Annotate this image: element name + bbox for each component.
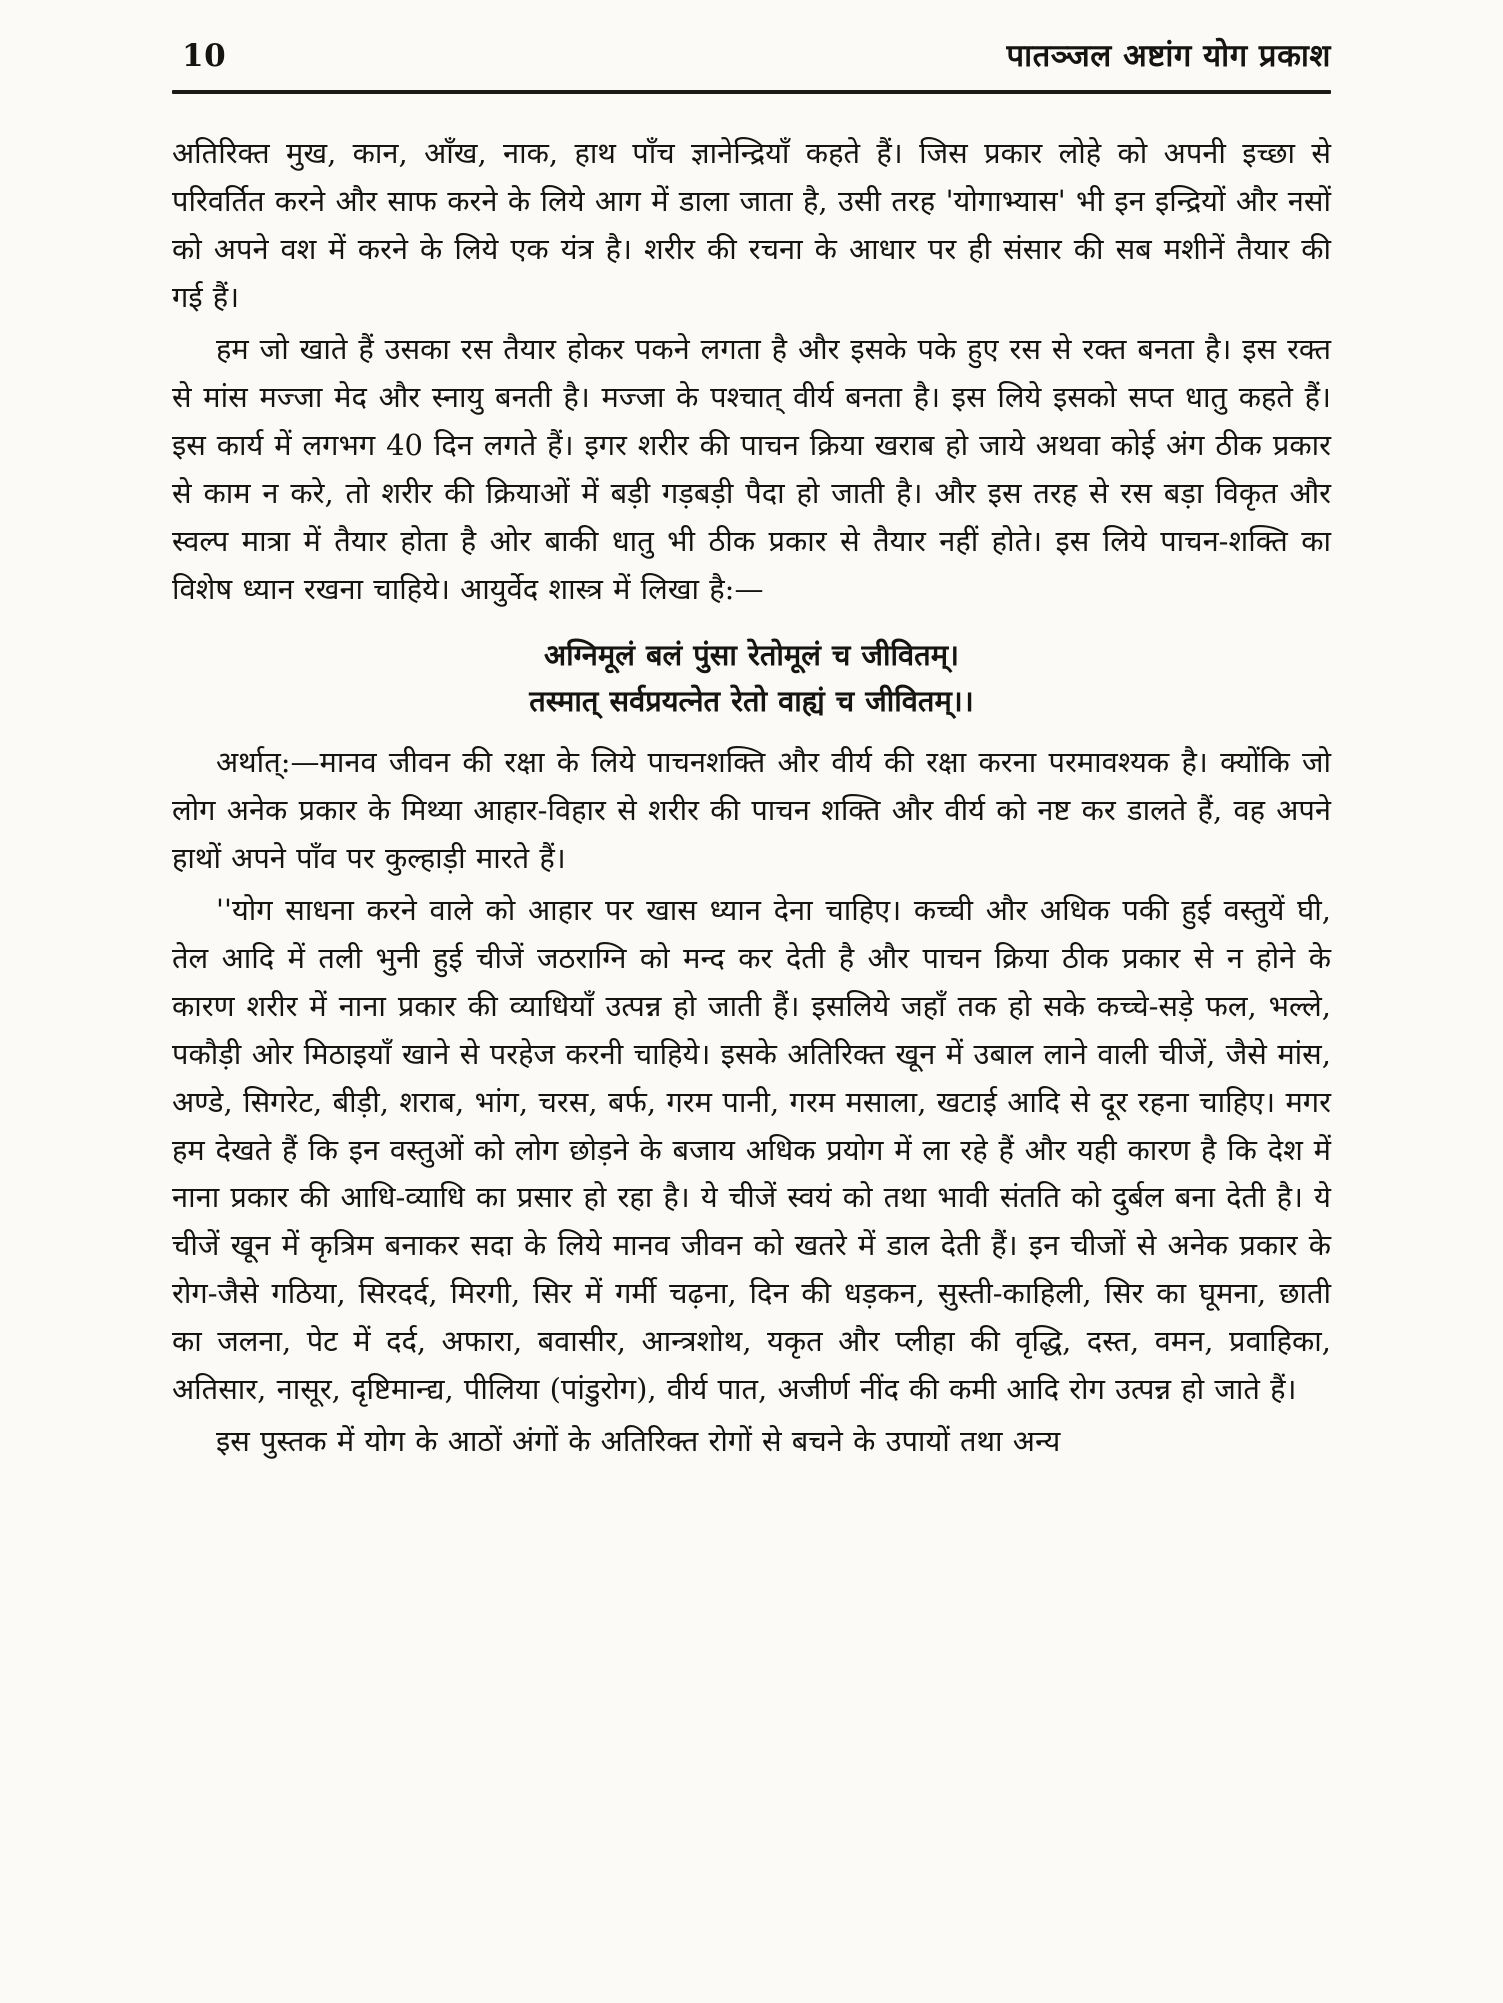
paragraph-intro-senses: अतिरिक्त मुख, कान, आँख, नाक, हाथ पाँच ज्ञानेन्द्रियाँ कहते हैं। जिस प्रकार लोहे को अपनी इच्छा से परिवर्तित करने और साफ करने के लिये आग में डाला जाता है, उसी तरह 'योगाभ्यास' भी इन इन्द्रियों और नसों को अपने वश में करने के लिये एक यंत्र है। शरीर की रचना के आधार पर ही संसार की सब मशीनें तैयार की गई हैं। xyxy=(172,136,1331,314)
page-body xyxy=(172,130,1331,1466)
sanskrit-verse xyxy=(172,632,1331,725)
paragraph-digestion-dhatu: हम जो खाते हैं उसका रस तैयार होकर पकने लगता है और इसके पके हुए रस से रक्त बनता है। इस रक्त से मांस मज्जा मेद और स्नायु बनती है। मज्जा के पश्चात् वीर्य बनता है। इस लिये इसको सप्त धातु कहते हैं। इस कार्य में लगभग 40 दिन लगते हैं। इगर शरीर की पाचन क्रिया खराब हो जाये अथवा कोई अंग ठीक प्रकार से काम न करे, तो शरीर की क्रियाओं में बड़ी गड़बड़ी पैदा हो जाती है। और इस तरह से रस बड़ा विकृत और स्वल्प मात्रा में तैयार होता है ओर बाकी धातु भी ठीक प्रकार से तैयार नहीं होते। इस लिये पाचन-शक्ति का विशेष ध्यान रखना चाहिये। आयुर्वेद शास्त्र में लिखा है:— xyxy=(172,331,1331,606)
paragraph-closing: इस पुस्तक में योग के आठों अंगों के अतिरिक्त रोगों से बचने के उपायों तथा अन्य xyxy=(216,1424,1061,1459)
book-title: पातञ्जल अष्टांग योग प्रकाश xyxy=(1006,38,1331,74)
paragraph-diet-advice: ''योग साधना करने वाले को आहार पर खास ध्यान देना चाहिए। कच्ची और अधिक पकी हुई वस्तुयें घी, तेल आदि में तली भुनी हुई चीजें जठराग्नि को मन्द कर देती है और पाचन क्रिया ठीक प्रकार से न होने के कारण शरीर में नाना प्रकार की व्याधियाँ उत्पन्न हो जाती हैं। इसलिये जहाँ तक हो सके कच्चे-सड़े फल, भल्ले, पकौड़ी ओर मिठाइयाँ खाने से परहेज करनी चाहिये। इसके अतिरिक्त खून में उबाल लाने वाली चीजें, जैसे मांस, अण्डे, सिगरेट, बीड़ी, शराब, भांग, चरस, बर्फ, गरम पानी, गरम मसाला, खटाई आदि से दूर रहना चाहिए। मगर हम देखते हैं कि इन वस्तुओं को लोग छोड़ने के बजाय अधिक प्रयोग में ला रहे हैं और यही कारण है कि देश में नाना प्रकार की आधि-व्याधि का प्रसार हो रहा है। ये चीजें स्वयं को तथा भावी संतति को दुर्बल बना देती है। ये चीजें खून में कृत्रिम बनाकर सदा के लिये मानव जीवन को खतरे में डाल देती हैं। इन चीजों से अनेक प्रकार के रोग-जैसे गठिया, सिरदर्द, मिरगी, सिर में गर्मी चढ़ना, दिन की धड़कन, सुस्ती-काहिली, सिर का घूमना, छाती का जलना, पेट में दर्द, अफारा, बवासीर, आन्त्रशोथ, यकृत और प्लीहा की वृद्धि, दस्त, वमन, प्रवाहिका, अतिसार, नासूर, दृष्टिमान्द्य, पीलिया (पांडुरोग), वीर्य पात, अजीर्ण नींद की कमी आदि रोग उत्पन्न हो जाते हैं। xyxy=(172,892,1331,1407)
verse-line-1: अग्निमूलं बलं पुंसा रेतोमूलं च जीवितम्। xyxy=(543,637,960,672)
page-header xyxy=(172,34,1331,76)
page-number: 10 xyxy=(182,38,227,74)
header-rule-divider xyxy=(172,90,1331,94)
verse-line-2: तस्मात् सर्वप्रयत्नेत रेतो वाह्यं च जीवितम्।। xyxy=(529,684,974,719)
paragraph-verse-meaning: अर्थात्:—मानव जीवन की रक्षा के लिये पाचनशक्ति और वीर्य की रक्षा करना परमावश्यक है। क्योंकि जो लोग अनेक प्रकार के मिथ्या आहार-विहार से शरीर की पाचन शक्ति और वीर्य को नष्ट कर डालते हैं, वह अपने हाथों अपने पाँव पर कुल्हाड़ी मारते हैं। xyxy=(172,744,1331,875)
